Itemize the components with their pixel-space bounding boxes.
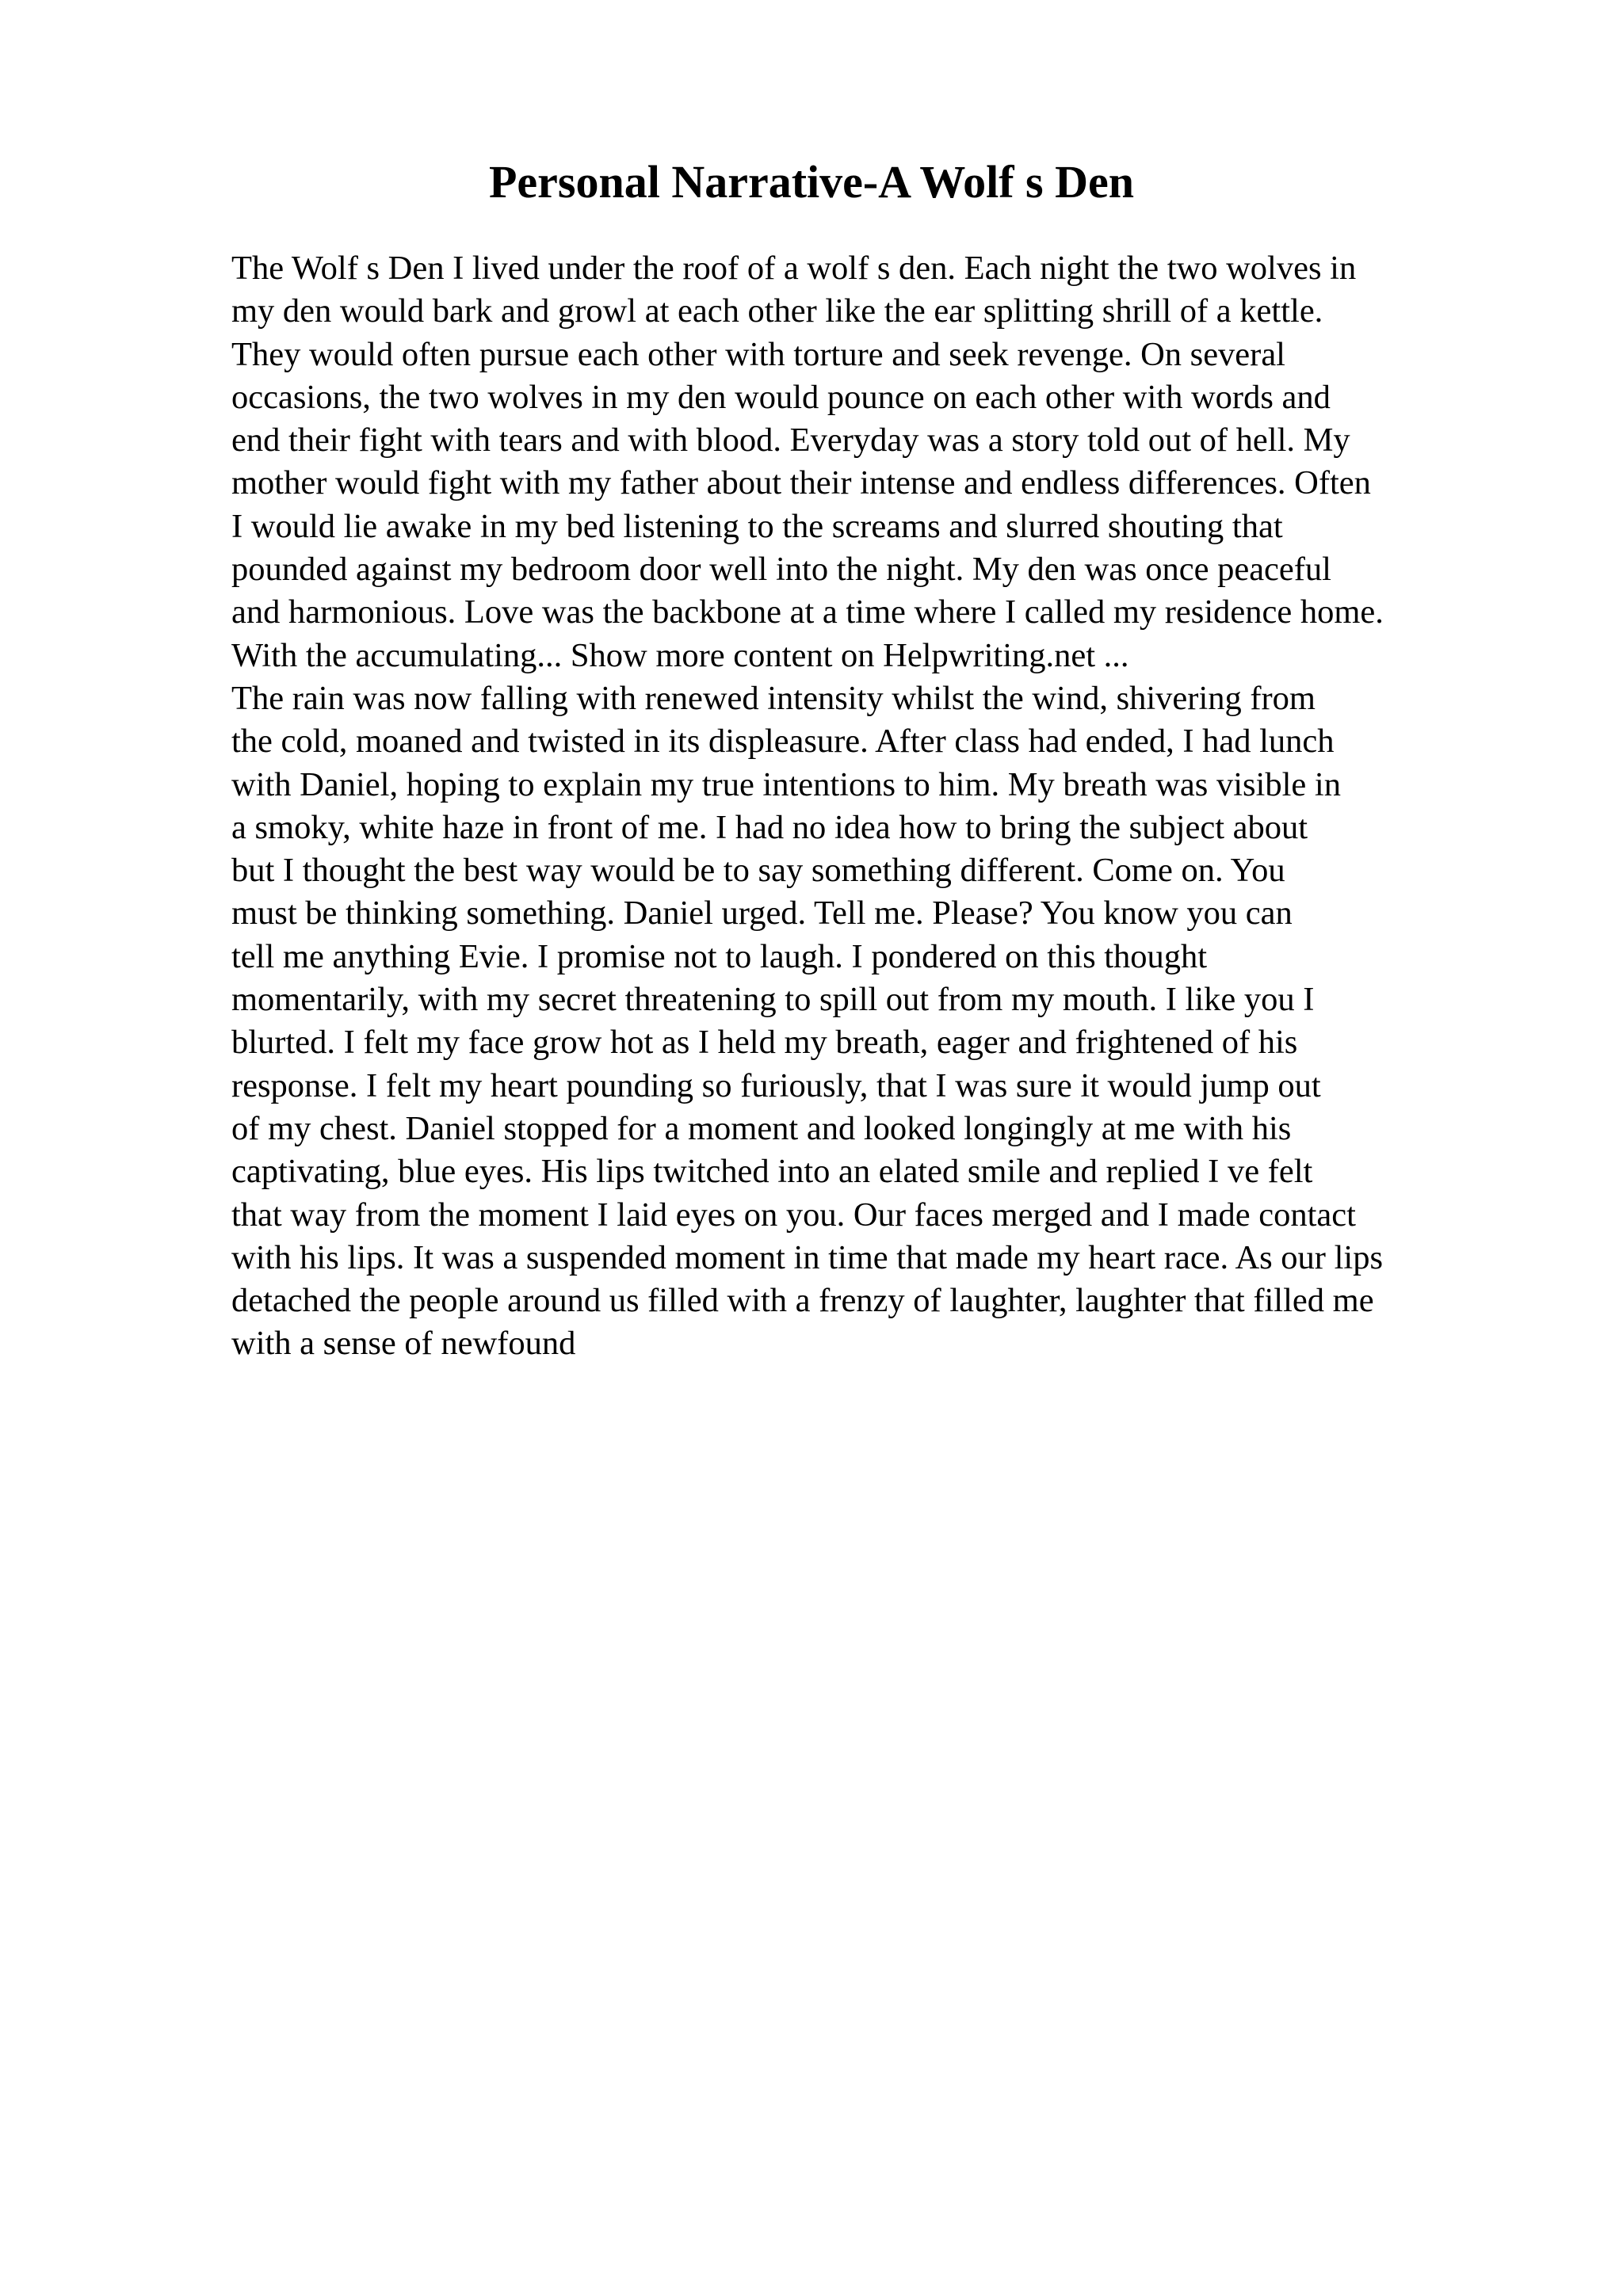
body-text-line: mother would fight with my father about their intense and endless differences. Often [231,464,1371,502]
body-text-line: captivating, blue eyes. His lips twitched into an elated smile and replied I ve felt [231,1153,1313,1191]
body-text-line: with a sense of newfound [231,1325,576,1363]
body-text-line: detached the people around us filled with a frenzy of laughter, laughter that filled me [231,1282,1374,1320]
body-text-line: with his lips. It was a suspended moment in time that made my heart race. As our lips [231,1238,1383,1276]
body-text-line: pounded against my bedroom door well into the night. My den was once peaceful [231,551,1331,589]
body-text-line: The Wolf s Den I lived under the roof of a wolf s den. Each night the two wolves in [231,250,1357,287]
body-text-line: blurted. I felt my face grow hot as I held my breath, eager and frightened of his [231,1024,1298,1062]
body-text-line: I would lie awake in my bed listening to the screams and slurred shouting that [231,507,1283,545]
document-title: Personal Narrative-A Wolf s Den [488,156,1135,208]
body-text-line: with Daniel, hoping to explain my true intentions to him. My breath was visible in [231,765,1341,803]
body-text-line: response. I felt my heart pounding so furiously, that I was sure it would jump out [231,1066,1321,1104]
body-text-line: end their fight with tears and with blood. Everyday was a story told out of hell. My [231,421,1350,460]
body-text-line: With the accumulating... Show more content on Helpwriting.net ... [231,636,1129,674]
body-text-line: that way from the moment I laid eyes on you. Our faces merged and I made contact [231,1196,1356,1234]
body-text-line: The rain was now falling with renewed intensity whilst the wind, shivering from [231,679,1316,717]
body-text-line: of my chest. Daniel stopped for a moment and looked longingly at me with his [231,1109,1292,1147]
body-text-line: but I thought the best way would be to say something different. Come on. You [231,852,1285,890]
body-text-line: momentarily, with my secret threatening to spill out from my mouth. I like you I [231,981,1315,1019]
body-text-line: a smoky, white haze in front of me. I had no idea how to bring the subject about [231,808,1308,846]
document-body [231,247,1594,1366]
body-text-line: occasions, the two wolves in my den would pounce on each other with words and [231,378,1331,416]
body-text-line: and harmonious. Love was the backbone at a time where I called my residence home. [231,593,1384,631]
body-text-line: They would often pursue each other with torture and seek revenge. On several [231,335,1285,373]
body-text-line: must be thinking something. Daniel urged. Tell me. Please? You know you can [231,894,1293,933]
body-text-line: my den would bark and growl at each other like the ear splitting shrill of a kettle. [231,292,1323,330]
body-text-line: the cold, moaned and twisted in its displeasure. After class had ended, I had lunch [231,723,1335,761]
body-text-line: tell me anything Evie. I promise not to laugh. I pondered on this thought [231,937,1208,975]
